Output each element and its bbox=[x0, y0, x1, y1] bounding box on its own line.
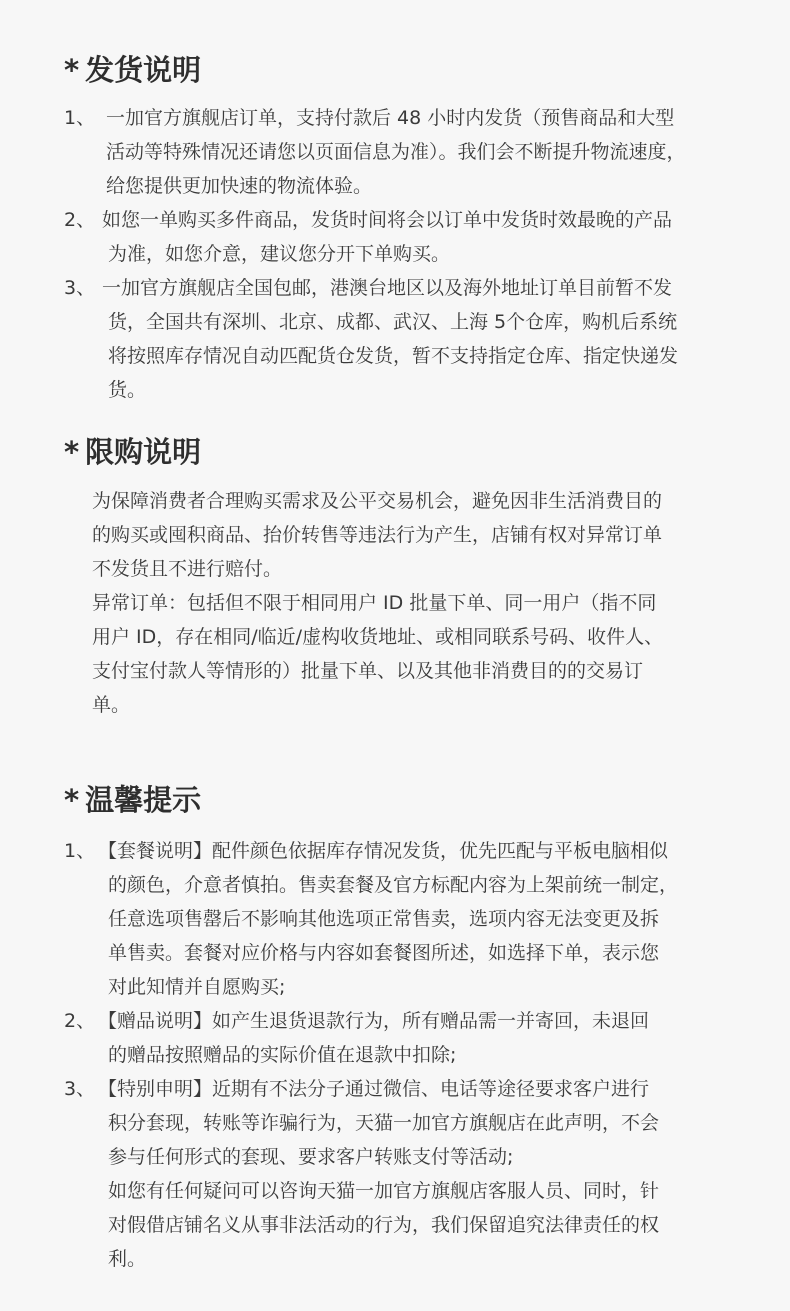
asterisk-icon: * bbox=[64, 435, 80, 469]
text-line: 【套餐说明】配件颜色依据库存情况发货，优先匹配与平板电脑相似 bbox=[98, 840, 669, 862]
item-number: 1、 bbox=[64, 840, 96, 862]
text-line: 【赠品说明】如产生退货退款行为，所有赠品需一并寄回，未退回 bbox=[98, 1010, 650, 1032]
tips-heading bbox=[64, 780, 201, 820]
text-line: 用户 ID，存在相同/临近/虚构收货地址、或相同联系号码、收件人、 bbox=[92, 626, 664, 648]
text-line: 一加官方旗舰店订单，支持付款后 48 小时内发货（预售商品和大型 bbox=[106, 107, 675, 129]
text-line: 货。 bbox=[108, 379, 147, 401]
text-line: 参与任何形式的套现、要求客户转账支付等活动; bbox=[108, 1146, 514, 1168]
text-line: 异常订单：包括但不限于相同用户 ID 批量下单、同一用户（指不同 bbox=[92, 592, 657, 614]
text-line: 给您提供更加快速的物流体验。 bbox=[106, 175, 373, 197]
text-line: 对假借店铺名义从事非法活动的行为，我们保留追究法律责任的权 bbox=[108, 1214, 660, 1236]
text-line: 【特别申明】近期有不法分子通过微信、电话等途径要求客户进行 bbox=[98, 1078, 650, 1100]
purchase-limit-title: 限购说明 bbox=[85, 435, 202, 469]
shipping-title: 发货说明 bbox=[85, 53, 202, 87]
text-line: 单售卖。套餐对应价格与内容如套餐图所述，如选择下单，表示您 bbox=[108, 942, 660, 964]
text-line: 一加官方旗舰店全国包邮，港澳台地区以及海外地址订单目前暂不发 bbox=[102, 277, 673, 299]
item-number: 1、 bbox=[64, 107, 96, 129]
text-line: 的赠品按照赠品的实际价值在退款中扣除; bbox=[108, 1044, 457, 1066]
text-line: 对此知情并自愿购买; bbox=[108, 976, 286, 998]
text-line: 不发货且不进行赔付。 bbox=[92, 558, 283, 580]
item-number: 2、 bbox=[64, 209, 96, 231]
text-line: 活动等特殊情况还请您以页面信息为准）。我们会不断提升物流速度， bbox=[106, 141, 686, 163]
text-line: 的购买或囤积商品、抬价转售等违法行为产生，店铺有权对异常订单 bbox=[92, 524, 663, 546]
text-line: 单。 bbox=[92, 694, 131, 716]
asterisk-icon: * bbox=[64, 783, 80, 817]
text-line: 利。 bbox=[108, 1248, 147, 1270]
purchase-limit-heading bbox=[64, 432, 201, 472]
text-line: 如您有任何疑问可以咨询天猫一加官方旗舰店客服人员、同时，针 bbox=[108, 1180, 660, 1202]
tips-title: 温馨提示 bbox=[85, 783, 202, 817]
text-line: 为准，如您介意，建议您分开下单购买。 bbox=[108, 243, 451, 265]
text-line: 货，全国共有深圳、北京、成都、武汉、上海 5个仓库，购机后系统 bbox=[108, 311, 678, 333]
text-line: 将按照库存情况自动匹配货仓发货，暂不支持指定仓库、指定快递发 bbox=[108, 345, 679, 367]
text-line: 任意选项售罄后不影响其他选项正常售卖，选项内容无法变更及拆 bbox=[108, 908, 660, 930]
text-line: 支付宝付款人等情形的）批量下单、以及其他非消费目的的交易订 bbox=[92, 660, 644, 682]
text-line: 积分套现，转账等诈骗行为，天猫一加官方旗舰店在此声明，不会 bbox=[108, 1112, 660, 1134]
text-line: 如您一单购买多件商品，发货时间将会以订单中发货时效最晚的产品 bbox=[102, 209, 673, 231]
item-number: 2、 bbox=[64, 1010, 96, 1032]
item-number: 3、 bbox=[64, 277, 96, 299]
item-number: 3、 bbox=[64, 1078, 96, 1100]
text-line: 为保障消费者合理购买需求及公平交易机会，避免因非生活消费目的 bbox=[92, 490, 663, 512]
text-line: 的颜色，介意者慎拍。售卖套餐及官方标配内容为上架前统一制定， bbox=[108, 874, 679, 896]
shipping-heading bbox=[64, 50, 201, 90]
asterisk-icon: * bbox=[64, 53, 80, 87]
